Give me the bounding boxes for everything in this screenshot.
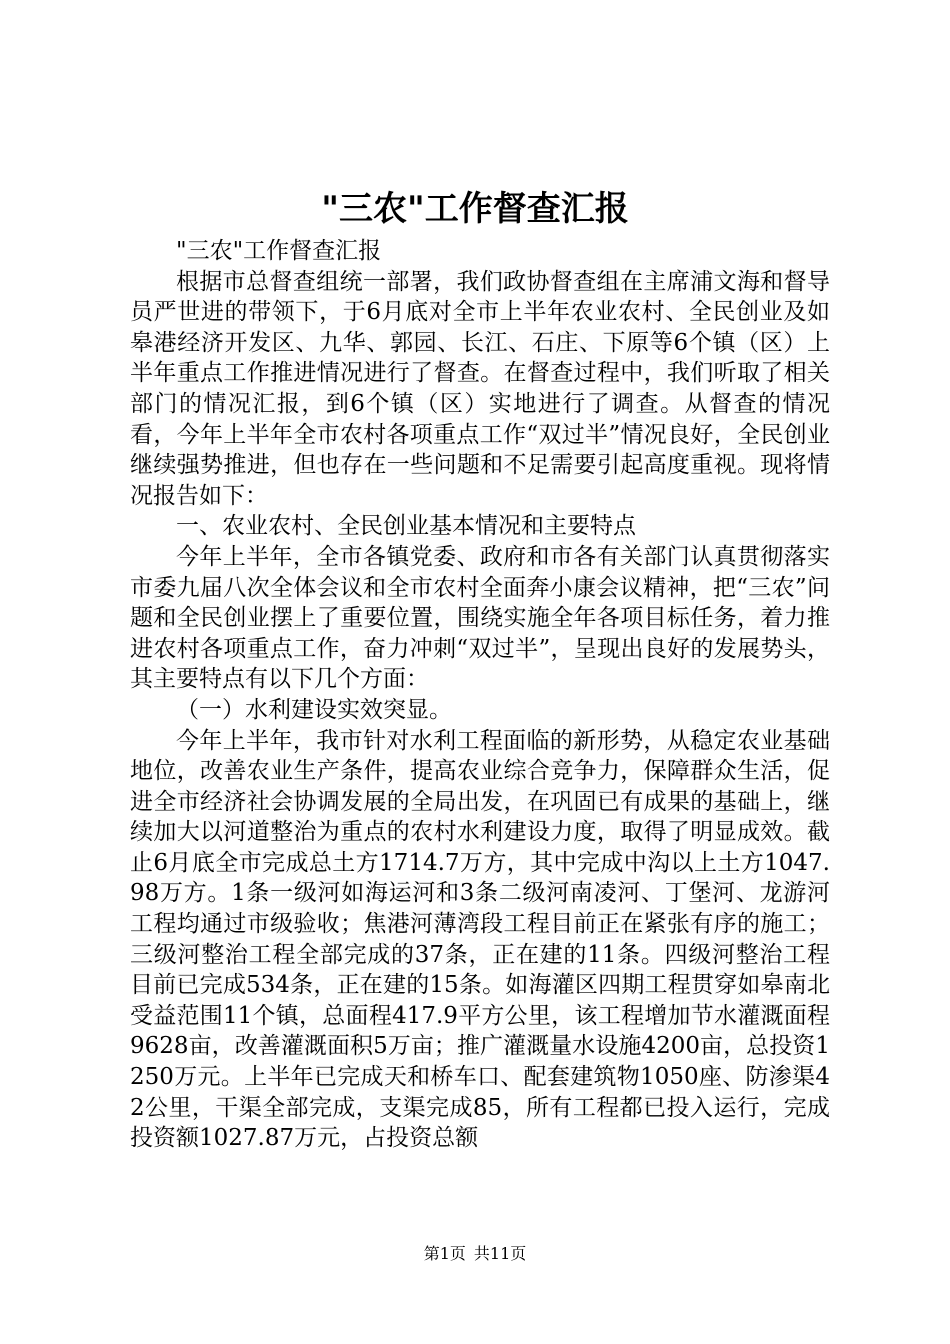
paragraph-subtitle: "三农"工作督查汇报: [176, 238, 382, 264]
paragraph-intro: 根据市总督查组统一部署，我们政协督查组在主席浦文海和督导员严世进的带领下，于6月底对全市上半年农业农村、全民创业及如皋港经济开发区、九华、郭园、长江、石庄、下原等6个镇（区）上半年重点工作推进情况进行了督查。在督查过程中，我们听取了相关部门的情况汇报，到6个镇（区）实地进行了调查。从督查的情况看，今年上半年全市农村各项重点工作“双过半”情况良好，全民创业继续强势推进，但也存在一些问题和不足需要引起高度重视。现将情况报告如下：: [130, 268, 830, 509]
paragraph-water-conservancy: 今年上半年，我市针对水利工程面临的新形势，从稳定农业基础地位，改善农业生产条件，提高农业综合竞争力，保障群众生活，促进全市经济社会协调发展的全局出发，在巩固已有成果的基础上，继续加大以河道整治为重点的农村水利建设力度，取得了明显成效。截止6月底全市完成总土方1714.7万方，其中完成中沟以上土方1047.98万方。1条一级河如海运河和3条二级河南凌河、丁堡河、龙游河工程均通过市级验收；焦港河薄湾段工程目前正在紧张有序的施工；三级河整治工程全部完成的37条，正在建的11条。四级河整治工程目前已完成534条，正在建的15条。如海灌区四期工程贯穿如皋南北受益范围11个镇，总面程417.9平方公里，该工程增加节水灌溉面程9628亩，改善灌溉面积5万亩；推广灌溉量水设施4200亩，总投资1250万元。上半年已完成天和桥车口、配套建筑物1050座、防渗渠42公里，干渠全部完成，支渠完成85，所有工程都已投入运行，完成投资额1027.87万元，占投资总额: [130, 727, 830, 1152]
document-title: "三农"工作督查汇报: [321, 189, 629, 229]
subsection-heading-1: （一）水利建设实效突显。: [176, 696, 452, 723]
section-heading-1: 一、农业农村、全民创业基本情况和主要特点: [176, 513, 636, 540]
document-body: [130, 236, 830, 1154]
page-footer: [0, 1244, 950, 1264]
page-number: 第1页: [423, 1244, 466, 1263]
paragraph-overview: 今年上半年，全市各镇党委、政府和市各有关部门认真贯彻落实市委九届八次全体会议和全市农村全面奔小康会议精神，把“三农”问题和全民创业摆上了重要位置，围绕实施全年各项目标任务，着力推进农村各项重点工作，奋力冲刺“双过半”，呈现出良好的发展势头，其主要特点有以下几个方面：: [130, 543, 830, 693]
page-total: 共11页: [473, 1244, 527, 1263]
